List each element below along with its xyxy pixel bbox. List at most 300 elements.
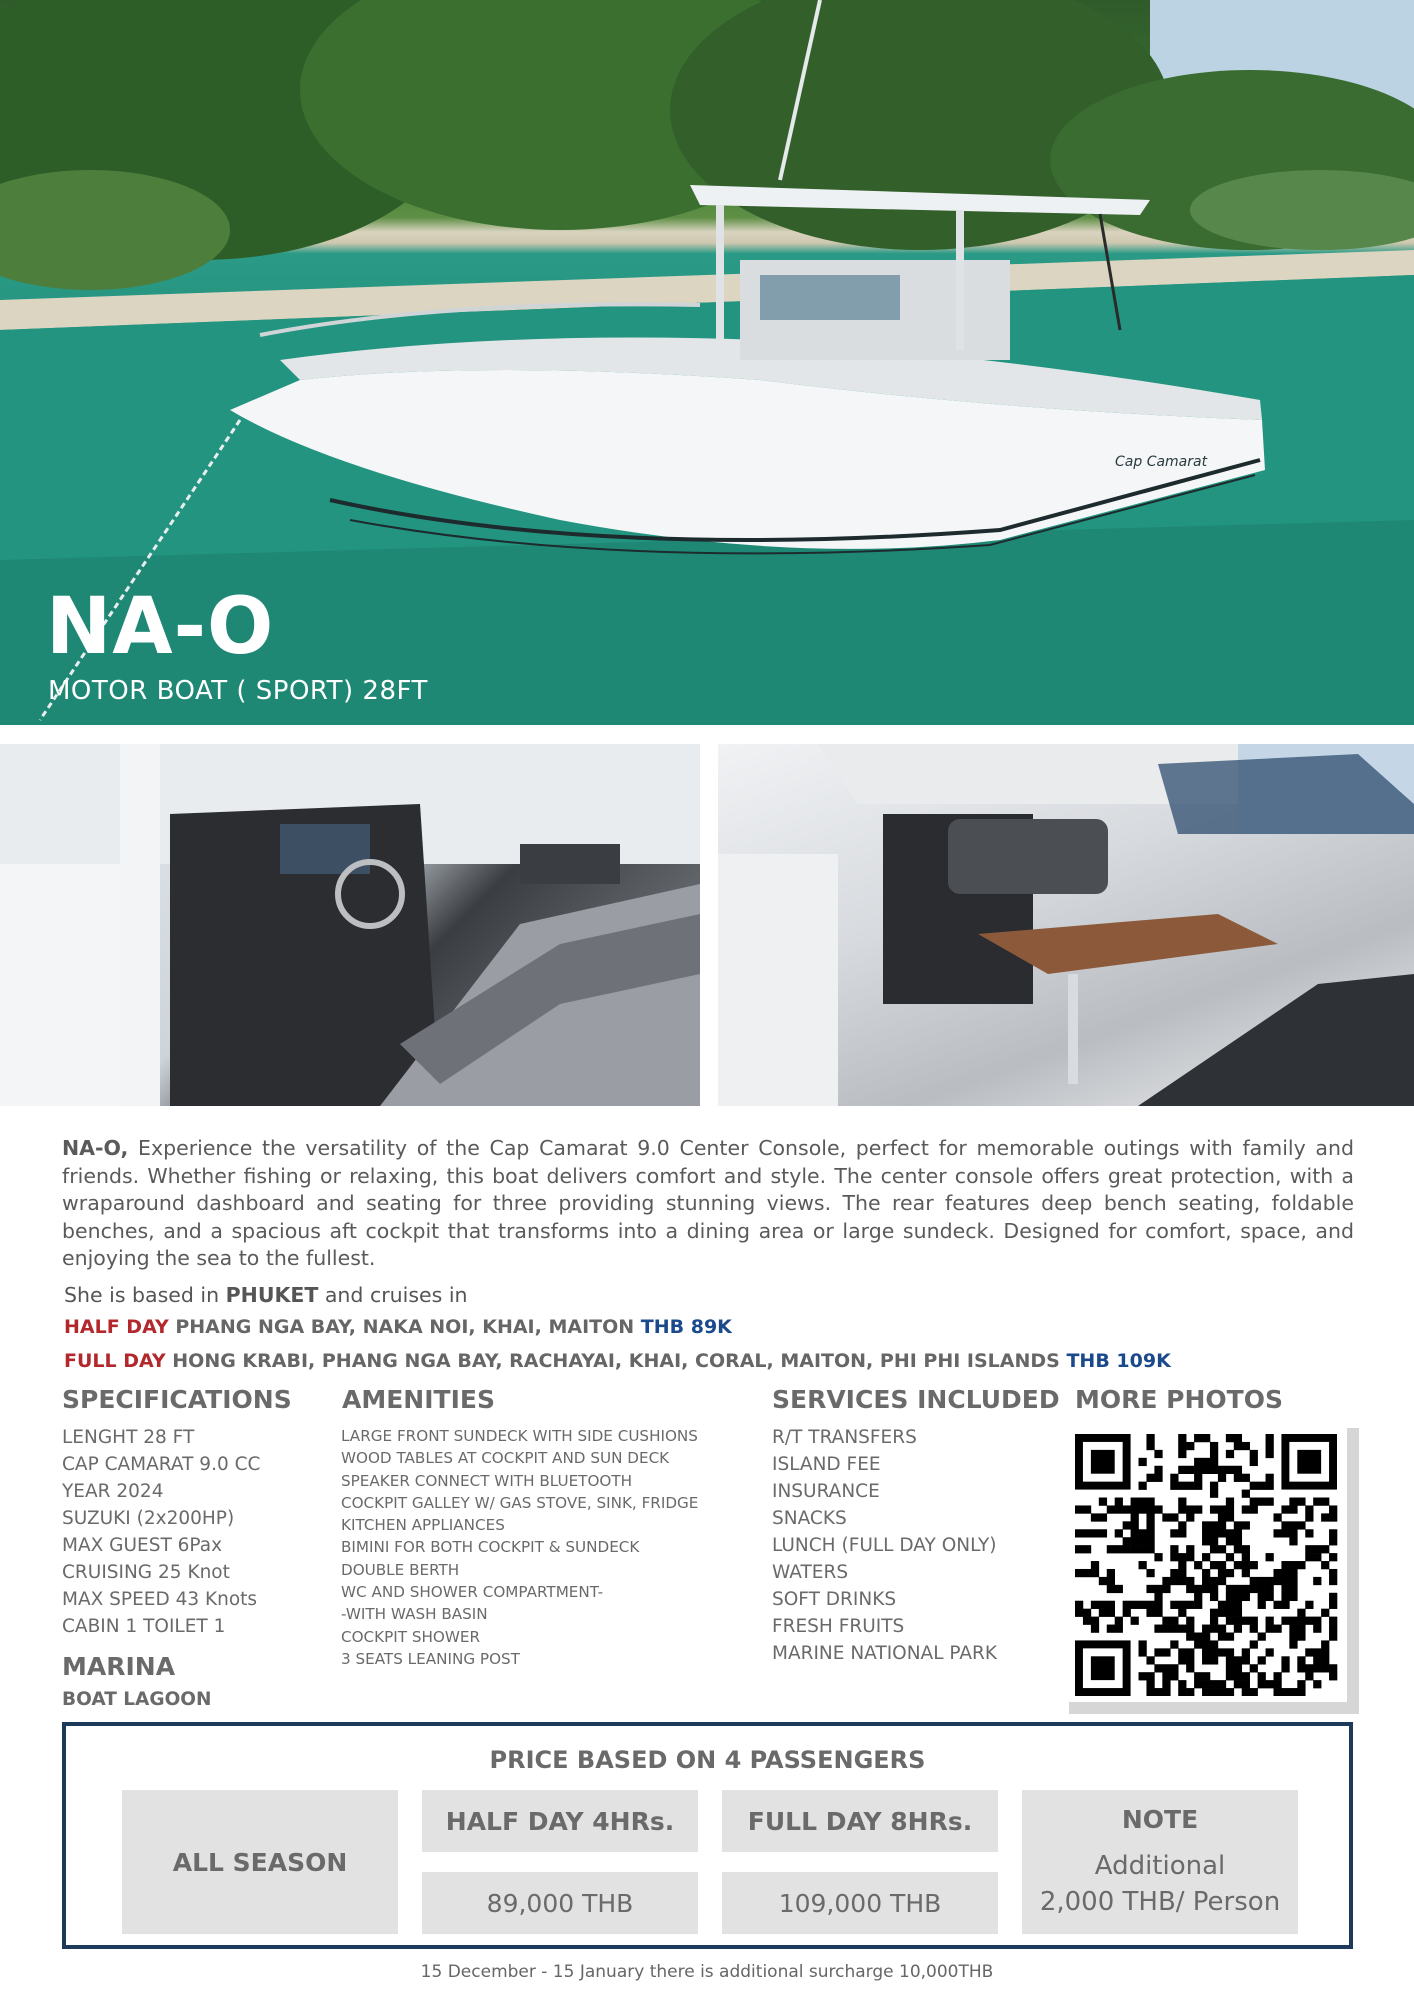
qr-module [1210,1537,1218,1545]
qr-module [1273,1625,1281,1633]
qr-module [1250,1498,1258,1506]
qr-module [1313,1617,1321,1625]
qr-module [1313,1545,1321,1553]
amenity-item: BIMINI FOR BOTH COCKPIT & SUNDECK [341,1538,640,1557]
amenity-item: LARGE FRONT SUNDECK WITH SIDE CUSHIONS [341,1427,698,1445]
qr-module [1234,1672,1242,1680]
qr-module [1162,1664,1170,1672]
qr-module [1091,1569,1099,1577]
season-cell: ALL SEASON [122,1790,398,1934]
qr-module [1075,1505,1083,1513]
qr-module [1258,1593,1266,1601]
qr-module [1218,1545,1226,1553]
half-day-price-cell: 89,000 THB [422,1872,698,1934]
qr-module [1154,1585,1162,1593]
qr-module [1289,1625,1297,1633]
qr-module [1210,1680,1218,1688]
service-item: WATERS [772,1562,849,1583]
qr-module [1202,1656,1210,1664]
qr-module [1083,1505,1091,1513]
qr-module [1321,1513,1329,1521]
half-day-trip-line [64,1316,732,1338]
qr-module [1234,1466,1242,1474]
qr-module [1146,1688,1154,1696]
amenity-item: COCKPIT GALLEY W/ GAS STOVE, SINK, FRIDGE [341,1493,699,1512]
qr-module [1178,1609,1186,1617]
qr-code-icon[interactable] [1075,1434,1341,1696]
amenity-item: -WITH WASH BASIN [341,1605,488,1624]
qr-module [1297,1625,1305,1633]
qr-module [1194,1561,1202,1569]
qr-module [1131,1521,1139,1529]
qr-module [1250,1688,1258,1696]
qr-module [1194,1585,1202,1593]
qr-module [1226,1632,1234,1640]
qr-module [1234,1656,1242,1664]
qr-module [1123,1609,1131,1617]
qr-module [1297,1609,1305,1617]
qr-module [1218,1561,1226,1569]
qr-module [1218,1577,1226,1585]
qr-module [1115,1617,1123,1625]
qr-module [1075,1601,1083,1609]
qr-module [1273,1577,1281,1585]
qr-module [1170,1553,1178,1561]
qr-module [1250,1505,1258,1513]
qr-module [1226,1529,1234,1537]
qr-module [1226,1466,1234,1474]
qr-module [1131,1617,1139,1625]
qr-module [1194,1434,1202,1442]
qr-module [1178,1648,1186,1656]
qr-module [1139,1601,1147,1609]
qr-module [1091,1513,1099,1521]
qr-module [1289,1585,1297,1593]
qr-module [1178,1553,1186,1561]
qr-module [1242,1585,1250,1593]
qr-module [1210,1521,1218,1529]
qr-module [1194,1474,1202,1482]
full-day-route: HONG KRABI, PHANG NGA BAY, RACHAYAI, KHAI, CORAL, MAITON, PHI PHI ISLANDS [165,1350,1067,1372]
qr-module [1218,1648,1226,1656]
qr-module [1162,1617,1170,1625]
qr-module [1281,1688,1289,1696]
qr-module [1186,1617,1194,1625]
qr-module [1289,1577,1297,1585]
qr-module [1202,1577,1210,1585]
qr-module [1075,1569,1083,1577]
qr-module [1281,1577,1289,1585]
amenities-heading: AMENITIES [342,1385,495,1414]
qr-module [1329,1577,1337,1585]
qr-module [1083,1529,1091,1537]
amenity-item: COCKPIT SHOWER [341,1627,481,1646]
qr-module [1329,1529,1337,1537]
qr-module [1289,1632,1297,1640]
qr-module [1226,1672,1234,1680]
amenity-item: WOOD TABLES AT COCKPIT AND SUN DECK [341,1449,670,1468]
qr-module [1258,1601,1266,1609]
qr-module [1178,1442,1186,1450]
qr-module [1218,1632,1226,1640]
qr-module [1123,1521,1131,1529]
qr-module [1154,1474,1162,1482]
qr-module [1107,1545,1115,1553]
qr-module [1194,1593,1202,1601]
qr-module [1178,1505,1186,1513]
qr-module [1226,1498,1234,1506]
qr-module [1273,1529,1281,1537]
qr-module [1210,1609,1218,1617]
qr-module [1281,1521,1289,1529]
qr-module [1139,1482,1147,1490]
qr-module [1178,1688,1186,1696]
qr-module [1170,1569,1178,1577]
qr-module [1099,1609,1107,1617]
spec-item: SUZUKI (2x200HP) [62,1508,235,1529]
qr-module [1162,1513,1170,1521]
service-item: MARINE NATIONAL PARK [772,1643,998,1664]
qr-module [1210,1561,1218,1569]
qr-module [1289,1640,1297,1648]
qr-module [1234,1680,1242,1688]
qr-module [1218,1601,1226,1609]
qr-module [1154,1688,1162,1696]
qr-module [1234,1537,1242,1545]
qr-module [1186,1513,1194,1521]
qr-module [1115,1585,1123,1593]
qr-module [1226,1537,1234,1545]
qr-module [1242,1680,1250,1688]
qr-module [1099,1498,1107,1506]
qr-module [1297,1617,1305,1625]
qr-module [1234,1474,1242,1482]
qr-module [1218,1466,1226,1474]
qr-module [1218,1680,1226,1688]
qr-module [1281,1601,1289,1609]
qr-module [1170,1601,1178,1609]
qr-module [1146,1434,1154,1442]
qr-module [1178,1569,1186,1577]
qr-module [1266,1617,1274,1625]
qr-module [1329,1625,1337,1633]
qr-module [1186,1442,1194,1450]
qr-module [1194,1601,1202,1609]
qr-module [1115,1625,1123,1633]
amenity-item: DOUBLE BERTH [341,1560,460,1579]
qr-module [1297,1561,1305,1569]
qr-finder [1091,1656,1115,1680]
qr-module [1146,1609,1154,1617]
qr-module [1234,1585,1242,1593]
qr-module [1210,1688,1218,1696]
qr-module [1313,1680,1321,1688]
qr-module [1266,1625,1274,1633]
qr-module [1281,1529,1289,1537]
qr-module [1250,1482,1258,1490]
service-item: FRESH FRUITS [772,1616,905,1637]
qr-module [1210,1442,1218,1450]
qr-module [1202,1625,1210,1633]
note-header: NOTE [1121,1804,1199,1834]
spec-item: MAX GUEST 6Pax [62,1535,223,1556]
qr-module [1289,1561,1297,1569]
qr-module [1178,1625,1186,1633]
qr-module [1154,1648,1162,1656]
qr-module [1146,1601,1154,1609]
qr-module [1297,1664,1305,1672]
qr-module [1289,1537,1297,1545]
qr-module [1099,1577,1107,1585]
qr-module [1099,1513,1107,1521]
qr-module [1210,1505,1218,1513]
qr-module [1178,1656,1186,1664]
qr-module [1266,1474,1274,1482]
qr-module [1218,1529,1226,1537]
qr-module [1258,1482,1266,1490]
qr-finder [1091,1450,1115,1474]
full-day-header-cell: FULL DAY 8HRs. [722,1790,998,1852]
qr-module [1321,1664,1329,1672]
qr-module [1146,1529,1154,1537]
qr-module [1083,1617,1091,1625]
qr-module [1250,1640,1258,1648]
qr-module [1154,1601,1162,1609]
services-heading: SERVICES INCLUDED [772,1385,1060,1414]
qr-module [1146,1521,1154,1529]
qr-module [1202,1585,1210,1593]
price-table [62,1722,1353,1949]
qr-module [1170,1664,1178,1672]
qr-module [1115,1529,1123,1537]
qr-module [1162,1585,1170,1593]
qr-module [1186,1625,1194,1633]
qr-module [1329,1664,1337,1672]
full-day-price: THB 109K [1066,1350,1171,1372]
spec-item: CAP CAMARAT 9.0 CC [62,1454,261,1475]
qr-module [1146,1545,1154,1553]
qr-module [1146,1656,1154,1664]
qr-finder [1297,1450,1321,1474]
qr-module [1186,1601,1194,1609]
amenity-item: 3 SEATS LEANING POST [341,1649,520,1668]
qr-module [1266,1498,1274,1506]
qr-code-frame[interactable] [1069,1428,1359,1714]
qr-module [1329,1617,1337,1625]
qr-module [1266,1434,1274,1442]
qr-module [1178,1561,1186,1569]
qr-module [1218,1609,1226,1617]
qr-module [1202,1521,1210,1529]
qr-module [1162,1672,1170,1680]
qr-module [1139,1640,1147,1648]
note-line-2: 2,000 THB/ Person [1039,1886,1281,1917]
qr-module [1266,1577,1274,1585]
qr-module [1266,1553,1274,1561]
qr-module [1218,1505,1226,1513]
qr-module [1186,1545,1194,1553]
qr-module [1226,1601,1234,1609]
qr-module [1266,1482,1274,1490]
qr-module [1178,1434,1186,1442]
qr-module [1202,1458,1210,1466]
qr-module [1210,1466,1218,1474]
qr-module [1226,1593,1234,1601]
qr-module [1226,1553,1234,1561]
qr-module [1107,1577,1115,1585]
qr-module [1170,1577,1178,1585]
qr-module [1313,1656,1321,1664]
qr-module [1178,1482,1186,1490]
qr-module [1162,1625,1170,1633]
qr-module [1242,1553,1250,1561]
qr-module [1329,1593,1337,1601]
qr-module [1305,1513,1313,1521]
qr-module [1266,1648,1274,1656]
qr-module [1186,1577,1194,1585]
qr-module [1162,1648,1170,1656]
qr-module [1210,1648,1218,1656]
qr-code-card[interactable] [1069,1428,1347,1702]
service-item: INSURANCE [772,1481,880,1502]
qr-module [1178,1450,1186,1458]
qr-module [1234,1625,1242,1633]
qr-module [1258,1585,1266,1593]
qr-module [1218,1521,1226,1529]
specifications-list [62,1424,260,1640]
qr-module [1266,1680,1274,1688]
qr-module [1242,1648,1250,1656]
qr-module [1234,1545,1242,1553]
qr-module [1202,1672,1210,1680]
qr-module [1313,1625,1321,1633]
qr-module [1202,1640,1210,1648]
qr-module [1091,1529,1099,1537]
qr-module [1234,1593,1242,1601]
qr-module [1210,1490,1218,1498]
qr-module [1250,1585,1258,1593]
qr-module [1210,1593,1218,1601]
qr-module [1242,1569,1250,1577]
qr-module [1178,1577,1186,1585]
qr-module [1170,1672,1178,1680]
description-text: Experience the versatility of the Cap Camarat 9.0 Center Console, perfect for memorable outings with family and friends. Whether fishing or relaxing, this boat delivers comfort and style. The center console offers great protection, with a wraparound dashboard and seating for three providing stunning views. The rear features deep bench seating, foldable benches, and a spacious aft cockpit that transforms into a dining area or large sundeck. Designed for comfort, space, and enjoying the sea to the fullest. [62,1136,1354,1271]
qr-module [1250,1561,1258,1569]
qr-module [1305,1648,1313,1656]
qr-module [1297,1656,1305,1664]
qr-module [1218,1625,1226,1633]
qr-module [1281,1664,1289,1672]
qr-module [1218,1569,1226,1577]
boat-name-title: NA-O [46,582,275,672]
qr-module [1139,1529,1147,1537]
qr-module [1154,1664,1162,1672]
qr-module [1258,1672,1266,1680]
qr-module [1186,1648,1194,1656]
qr-module [1146,1505,1154,1513]
qr-module [1146,1537,1154,1545]
qr-module [1202,1680,1210,1688]
qr-module [1313,1577,1321,1585]
qr-module [1226,1609,1234,1617]
qr-module [1305,1529,1313,1537]
qr-module [1186,1656,1194,1664]
qr-module [1107,1609,1115,1617]
qr-module [1305,1553,1313,1561]
amenity-item: WC AND SHOWER COMPARTMENT- [341,1583,604,1602]
qr-module [1210,1545,1218,1553]
full-day-label: FULL DAY [64,1350,166,1372]
qr-module [1210,1458,1218,1466]
boat-type-subtitle: MOTOR BOAT ( SPORT) 28FT [48,676,428,706]
qr-module [1131,1529,1139,1537]
qr-module [1329,1601,1337,1609]
qr-module [1313,1648,1321,1656]
qr-module [1154,1553,1162,1561]
qr-module [1210,1482,1218,1490]
based-suffix: and cruises in [318,1283,468,1307]
qr-module [1146,1569,1154,1577]
qr-module [1273,1569,1281,1577]
qr-module [1289,1498,1297,1506]
qr-module [1210,1656,1218,1664]
qr-module [1146,1513,1154,1521]
qr-module [1210,1625,1218,1633]
qr-module [1329,1569,1337,1577]
full-day-price-cell: 109,000 THB [722,1872,998,1934]
qr-module [1329,1553,1337,1561]
qr-module [1131,1498,1139,1506]
qr-module [1226,1648,1234,1656]
qr-module [1226,1656,1234,1664]
qr-module [1234,1521,1242,1529]
qr-module [1162,1680,1170,1688]
qr-module [1178,1529,1186,1537]
spec-item: YEAR 2024 [62,1481,164,1502]
amenity-item: KITCHEN APPLIANCES [341,1516,505,1535]
qr-module [1297,1688,1305,1696]
specifications-heading: SPECIFICATIONS [62,1385,292,1414]
note-line-1: Additional [1094,1850,1226,1881]
qr-module [1234,1617,1242,1625]
more-photos-heading: MORE PHOTOS [1075,1385,1283,1414]
qr-module [1289,1688,1297,1696]
qr-module [1202,1648,1210,1656]
amenities-list [341,1425,698,1670]
qr-module [1186,1505,1194,1513]
qr-module [1305,1617,1313,1625]
base-location-line [64,1283,468,1307]
qr-module [1107,1601,1115,1609]
qr-module [1321,1609,1329,1617]
qr-module [1083,1545,1091,1553]
qr-module [1123,1505,1131,1513]
qr-module [1305,1664,1313,1672]
qr-module [1321,1648,1329,1656]
qr-module [1273,1688,1281,1696]
qr-module [1226,1664,1234,1672]
qr-module [1194,1672,1202,1680]
qr-module [1139,1561,1147,1569]
qr-module [1194,1680,1202,1688]
qr-module [1242,1490,1250,1498]
qr-module [1194,1632,1202,1640]
qr-module [1305,1505,1313,1513]
qr-module [1242,1617,1250,1625]
qr-module [1115,1545,1123,1553]
qr-module [1170,1617,1178,1625]
qr-module [1234,1529,1242,1537]
